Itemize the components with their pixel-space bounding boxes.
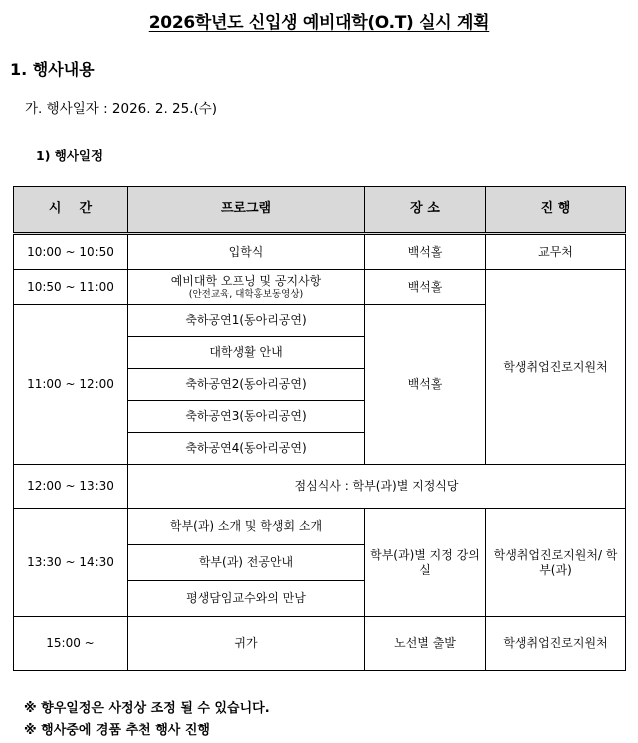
table-row	[14, 270, 626, 305]
program-cell: 평생담임교수와의 만남	[128, 581, 365, 617]
schedule-table	[13, 186, 626, 671]
time-cell: 15:00 ~	[14, 617, 128, 671]
time-cell: 13:30 ~ 14:30	[14, 509, 128, 617]
table-row	[14, 617, 626, 671]
time-cell: 10:00 ~ 10:50	[14, 234, 128, 270]
header-host: 진 행	[486, 187, 626, 234]
host-cell: 학생취업진로지원처	[486, 617, 626, 671]
header-time: 시 간	[14, 187, 128, 234]
place-cell: 백석홀	[365, 270, 486, 305]
page-title: 2026학년도 신입생 예비대학(O.T) 실시 계획	[148, 13, 490, 33]
table-header-row	[14, 187, 626, 234]
program-title: 예비대학 오프닝 및 공지사항	[170, 273, 322, 288]
time-cell: 11:00 ~ 12:00	[14, 305, 128, 465]
note-item: ※ 향우일정은 사정상 조정 될 수 있습니다.	[24, 701, 270, 716]
table-row	[14, 234, 626, 270]
program-cell: 학부(과) 전공안내	[128, 545, 365, 581]
program-cell: 축하공연1(동아리공연)	[128, 305, 365, 337]
note-item: ※ 행사중에 경품 추천 행사 진행	[24, 723, 210, 738]
table-row	[14, 465, 626, 509]
host-cell: 학생취업진로지원처	[486, 270, 626, 465]
time-cell: 12:00 ~ 13:30	[14, 465, 128, 509]
place-cell: 노선별 출발	[365, 617, 486, 671]
place-cell: 학부(과)별 지정 강의실	[365, 509, 486, 617]
program-cell: 축하공연2(동아리공연)	[128, 369, 365, 401]
host-cell: 교무처	[486, 234, 626, 270]
schedule-heading: 1) 행사일정	[36, 148, 104, 163]
program-cell: 대학생활 안내	[128, 337, 365, 369]
header-place: 장 소	[365, 187, 486, 234]
program-subtitle: (안전교육, 대학홍보동영상)	[188, 288, 304, 300]
place-cell: 백석홀	[365, 234, 486, 270]
program-cell: 입학식	[128, 234, 365, 270]
header-program: 프로그램	[128, 187, 365, 234]
program-cell	[128, 270, 365, 305]
program-cell: 점심식사 : 학부(과)별 지정식당	[128, 465, 626, 509]
table-row	[14, 509, 626, 545]
program-cell: 축하공연4(동아리공연)	[128, 433, 365, 465]
host-cell: 학생취업진로지원처/ 학부(과)	[486, 509, 626, 617]
program-cell: 학부(과) 소개 및 학생회 소개	[128, 509, 365, 545]
section-heading: 1. 행사내용	[10, 60, 95, 79]
place-cell: 백석홀	[365, 305, 486, 465]
time-cell: 10:50 ~ 11:00	[14, 270, 128, 305]
program-cell: 축하공연3(동아리공연)	[128, 401, 365, 433]
notes	[24, 698, 270, 742]
program-cell: 귀가	[128, 617, 365, 671]
event-date: 가. 행사일자 : 2026. 2. 25.(수)	[25, 101, 218, 117]
